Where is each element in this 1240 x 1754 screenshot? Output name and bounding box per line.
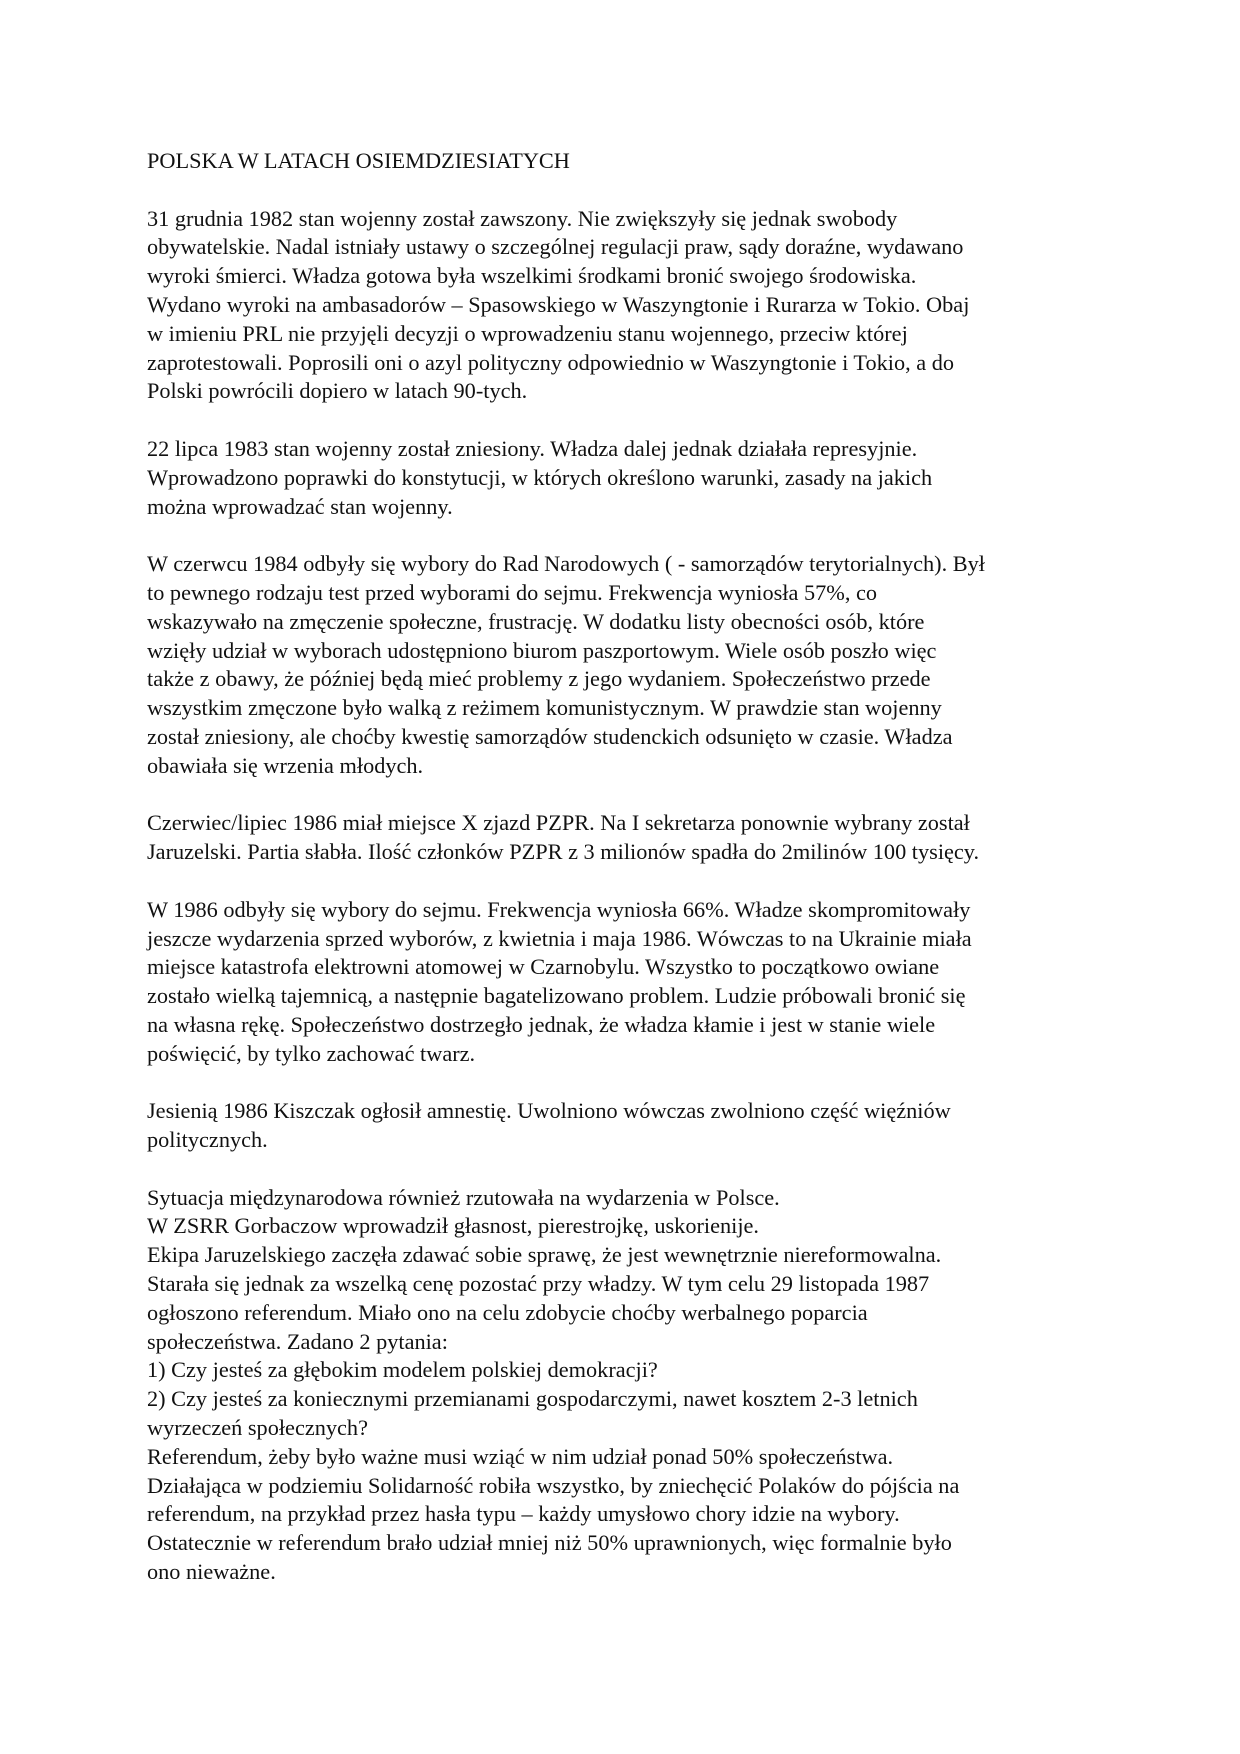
text-line: wzięły udział w wyborach udostępniono biurom paszportowym. Wiele osób poszło więc (147, 637, 937, 663)
text-line: 2) Czy jesteś za koniecznymi przemianami gospodarczymi, nawet kosztem 2-3 letnich (147, 1386, 918, 1412)
paragraph (147, 809, 1097, 867)
text-line: został zniesiony, ale choćby kwestię samorządów studenckich odsunięto w czasie. Władza (147, 723, 953, 749)
text-line: także z obawy, że później będą mieć problemy z jego wydaniem. Społeczeństwo przede (147, 666, 931, 692)
text-line: Wydano wyroki na ambasadorów – Spasowskiego w Waszyngtonie i Rurarza w Tokio. Obaj (147, 291, 970, 317)
paragraph (147, 1184, 1097, 1587)
text-line: Działająca w podziemiu Solidarność robiła wszystko, by zniechęcić Polaków do pójścia na (147, 1472, 960, 1498)
text-line: wszystkim zmęczone było walką z reżimem komunistycznym. W prawdzie stan wojenny (147, 695, 942, 721)
text-line: 22 lipca 1983 stan wojenny został zniesiony. Władza dalej jednak działała represyjnie. (147, 435, 918, 461)
text-line: wyrzeczeń społecznych? (147, 1415, 368, 1441)
text-line: W ZSRR Gorbaczow wprowadził głasnost, pierestrojkę, uskorienije. (147, 1213, 759, 1239)
text-line: Sytuacja międzynarodowa również rzutowała na wydarzenia w Polsce. (147, 1184, 780, 1210)
text-line: ono nieważne. (147, 1559, 276, 1585)
text-line: W 1986 odbyły się wybory do sejmu. Frekwencja wyniosła 66%. Władze skompromitowały (147, 896, 971, 922)
text-line: Ekipa Jaruzelskiego zaczęła zdawać sobie sprawę, że jest wewnętrznie niereformowalna. (147, 1242, 942, 1268)
text-line: wskazywało na zmęczenie społeczne, frustrację. W dodatku listy obecności osób, które (147, 608, 925, 634)
text-line: Czerwiec/lipiec 1986 miał miejsce X zjazd PZPR. Na I sekretarza ponownie wybrany został (147, 810, 970, 836)
text-line: poświęcić, by tylko zachować twarz. (147, 1040, 476, 1066)
paragraph (147, 205, 1097, 407)
document-title: POLSKA W LATACH OSIEMDZIESIATYCH (147, 148, 570, 173)
text-line: Ostatecznie w referendum brało udział mniej niż 50% uprawnionych, więc formalnie było (147, 1530, 952, 1556)
text-line: jeszcze wydarzenia sprzed wyborów, z kwietnia i maja 1986. Wówczas to na Ukrainie miała (147, 925, 972, 951)
text-line: to pewnego rodzaju test przed wyborami do sejmu. Frekwencja wyniosła 57%, co (147, 579, 878, 605)
paragraph (147, 435, 1097, 521)
text-line: miejsce katastrofa elektrowni atomowej w Czarnobylu. Wszystko to początkowo owiane (147, 954, 940, 980)
text-line: Wprowadzono poprawki do konstytucji, w których określono warunki, zasady na jakich (147, 464, 933, 490)
text-line: można wprowadzać stan wojenny. (147, 493, 453, 519)
text-line: ogłoszono referendum. Miało ono na celu zdobycie choćby werbalnego poparcia (147, 1299, 868, 1325)
text-line: obawiała się wrzenia młodych. (147, 752, 424, 778)
text-line: Polski powrócili dopiero w latach 90-tych. (147, 378, 528, 404)
text-line: obywatelskie. Nadal istniały ustawy o szczególnej regulacji praw, sądy doraźne, wydawano (147, 234, 964, 260)
text-line: wyroki śmierci. Władza gotowa była wszelkimi środkami bronić swojego środowiska. (147, 263, 917, 289)
text-line: Starała się jednak za wszelką cenę pozostać przy władzy. W tym celu 29 listopada 1987 (147, 1271, 930, 1297)
paragraphs-container (147, 205, 1097, 1587)
text-line: referendum, na przykład przez hasła typu – każdy umysłowo chory idzie na wybory. (147, 1501, 900, 1527)
paragraph (147, 1097, 1097, 1155)
text-line: W czerwcu 1984 odbyły się wybory do Rad Narodowych ( - samorządów terytorialnych). Był (147, 551, 985, 577)
text-line: Referendum, żeby było ważne musi wziąć w nim udział ponad 50% społeczeństwa. (147, 1443, 894, 1469)
text-line: Jaruzelski. Partia słabła. Ilość członków PZPR z 3 milionów spadła do 2milinów 100 tysięcy. (147, 839, 980, 865)
paragraph (147, 896, 1097, 1069)
text-line: zostało wielką tajemnicą, a następnie bagatelizowano problem. Ludzie próbowali bronić się (147, 983, 966, 1009)
text-line: Jesienią 1986 Kiszczak ogłosił amnestię. Uwolniono wówczas zwolniono część więźniów (147, 1098, 951, 1124)
paragraph (147, 550, 1097, 780)
text-line: 31 grudnia 1982 stan wojenny został zawszony. Nie zwiększyły się jednak swobody (147, 205, 898, 231)
text-line: politycznych. (147, 1127, 268, 1153)
text-line: na własna rękę. Społeczeństwo dostrzegło jednak, że władza kłamie i jest w stanie wiele (147, 1011, 936, 1037)
text-line: społeczeństwa. Zadano 2 pytania: (147, 1328, 448, 1354)
text-line: 1) Czy jesteś za głębokim modelem polskiej demokracji? (147, 1357, 658, 1383)
text-line: zaprotestowali. Poprosili oni o azyl polityczny odpowiednio w Waszyngtonie i Tokio, a do (147, 349, 955, 375)
document-body (147, 147, 1097, 1616)
text-line: w imieniu PRL nie przyjęli decyzji o wprowadzeniu stanu wojennego, przeciw której (147, 320, 908, 346)
